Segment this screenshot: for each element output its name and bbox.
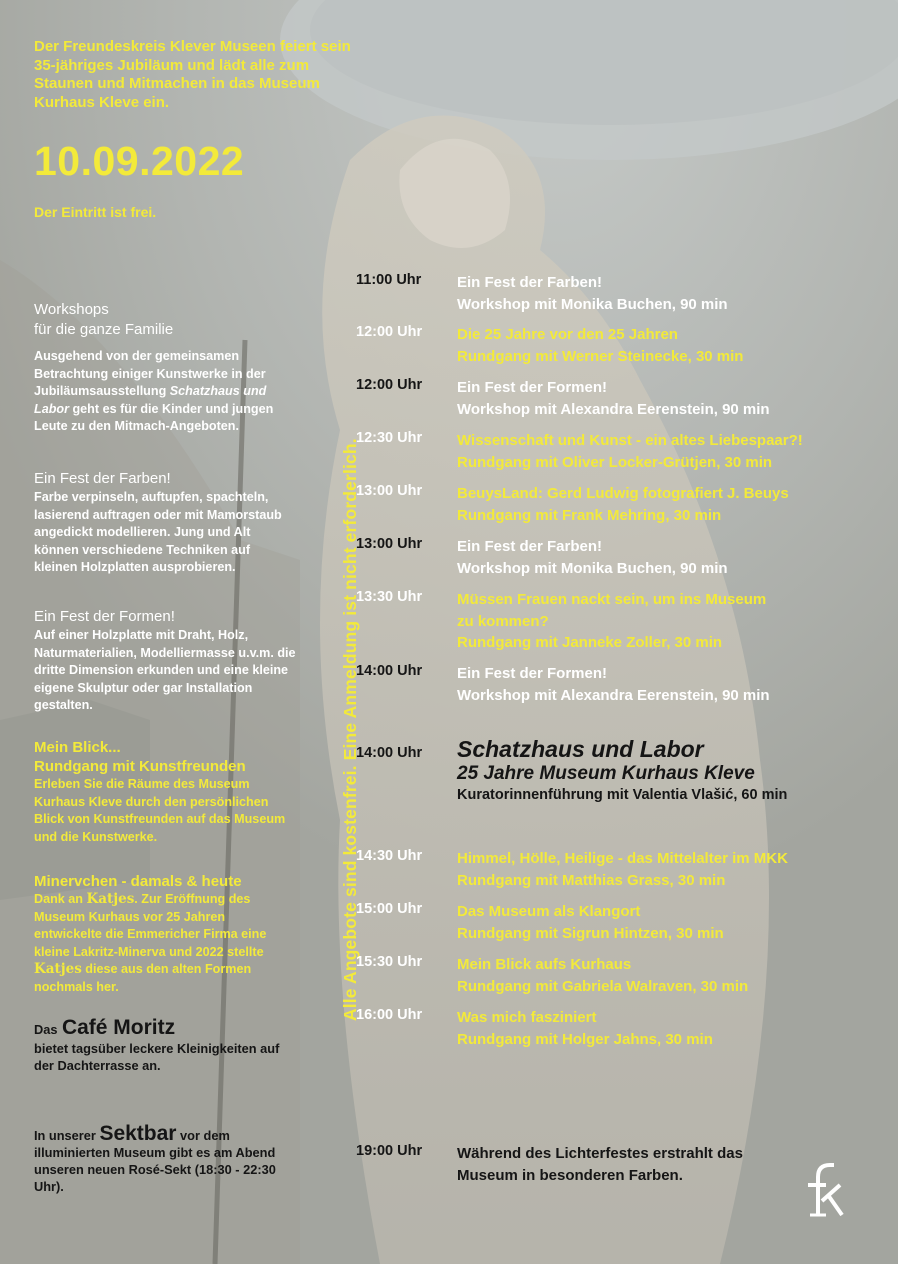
farben-title: Ein Fest der Farben! xyxy=(34,470,171,487)
farben-text: Farbe verpinseln, auftupfen, spachteln, lasierend auftragen oder mit Mamorstaub angedickt modellieren. Jung und Alt können verschiedene Techniken auf kleinen Holzplatten ausprobieren. xyxy=(34,490,282,575)
fk-logo-icon xyxy=(800,1161,846,1217)
cafe-section xyxy=(34,1016,296,1074)
sektbar-text: illuminierten Museum gibt es am Abend unseren neuen Rosé-Sekt (18:30 - 22:30 Uhr). xyxy=(34,1145,276,1194)
sektbar-section xyxy=(34,1122,296,1195)
entry-note: Der Eintritt ist frei. xyxy=(34,204,157,220)
intro-text: Der Freundeskreis Klever Museen feiert sein 35-jähriges Jubiläum und lädt alle zum Staunen und Mitmachen in das Museum Kurhaus Kleve ein. xyxy=(34,38,351,111)
sektbar-heading: In unserer Sektbar vor dem xyxy=(34,1122,230,1145)
blick-text: Erleben Sie die Räume des Museum Kurhaus Kleve durch den persönlichen Blick von Kunstfreunden auf das Museum und die Kunstwerke. xyxy=(34,777,286,844)
formen-title: Ein Fest der Formen! xyxy=(34,608,175,625)
minervchen-text: Dank an Katjes. Zur Eröffnung des Museum Kurhaus vor 25 Jahren entwickelte die Emmericher Firma eine kleine Lakritz-Minerva und 2022 stellte Katjes diese aus den alten Formen nochmals her. xyxy=(34,891,267,994)
formen-section xyxy=(34,607,296,715)
workshops-title: Workshops xyxy=(34,301,109,318)
blick-title: Mein Blick... xyxy=(34,739,121,756)
farben-section xyxy=(34,469,296,577)
katjes-logo: Katjes xyxy=(34,961,82,978)
cafe-text: bietet tagsüber leckere Kleinigkeiten auf der Dachterrasse an. xyxy=(34,1041,280,1073)
sektbar-name: Sektbar xyxy=(99,1122,177,1145)
minervchen-section xyxy=(34,872,296,997)
event-date: 10.09.2022 xyxy=(34,138,245,184)
katjes-logo: Katjes xyxy=(86,891,135,907)
cafe-name: Café Moritz xyxy=(61,1016,176,1039)
blick-section xyxy=(34,738,296,846)
vertical-note: Alle Angebote sind kostenfrei. Eine Anmeldung ist nicht erforderlich. xyxy=(340,438,360,1021)
minervchen-title: Minervchen - damals & heute xyxy=(34,873,242,890)
workshops-subtitle: für die ganze Familie xyxy=(34,321,174,338)
workshops-text: Ausgehend von der gemeinsamen Betrachtung einiger Kunstwerke in der Jubiläumsausstellung Schatzhaus und Labor geht es für die Kinder und jungen Leute zu den Mitmach-Angeboten. xyxy=(34,349,274,434)
formen-text: Auf einer Holzplatte mit Draht, Holz, Naturmaterialien, Modelliermasse u.v.m. die dritte Dimension erkunden und eine kleine eigene Skulptur oder gar Installation gestalten. xyxy=(34,628,296,713)
workshops-section xyxy=(34,300,296,436)
blick-subtitle: Rundgang mit Kunstfreunden xyxy=(34,758,246,775)
cafe-heading: Das Café Moritz xyxy=(34,1016,176,1039)
